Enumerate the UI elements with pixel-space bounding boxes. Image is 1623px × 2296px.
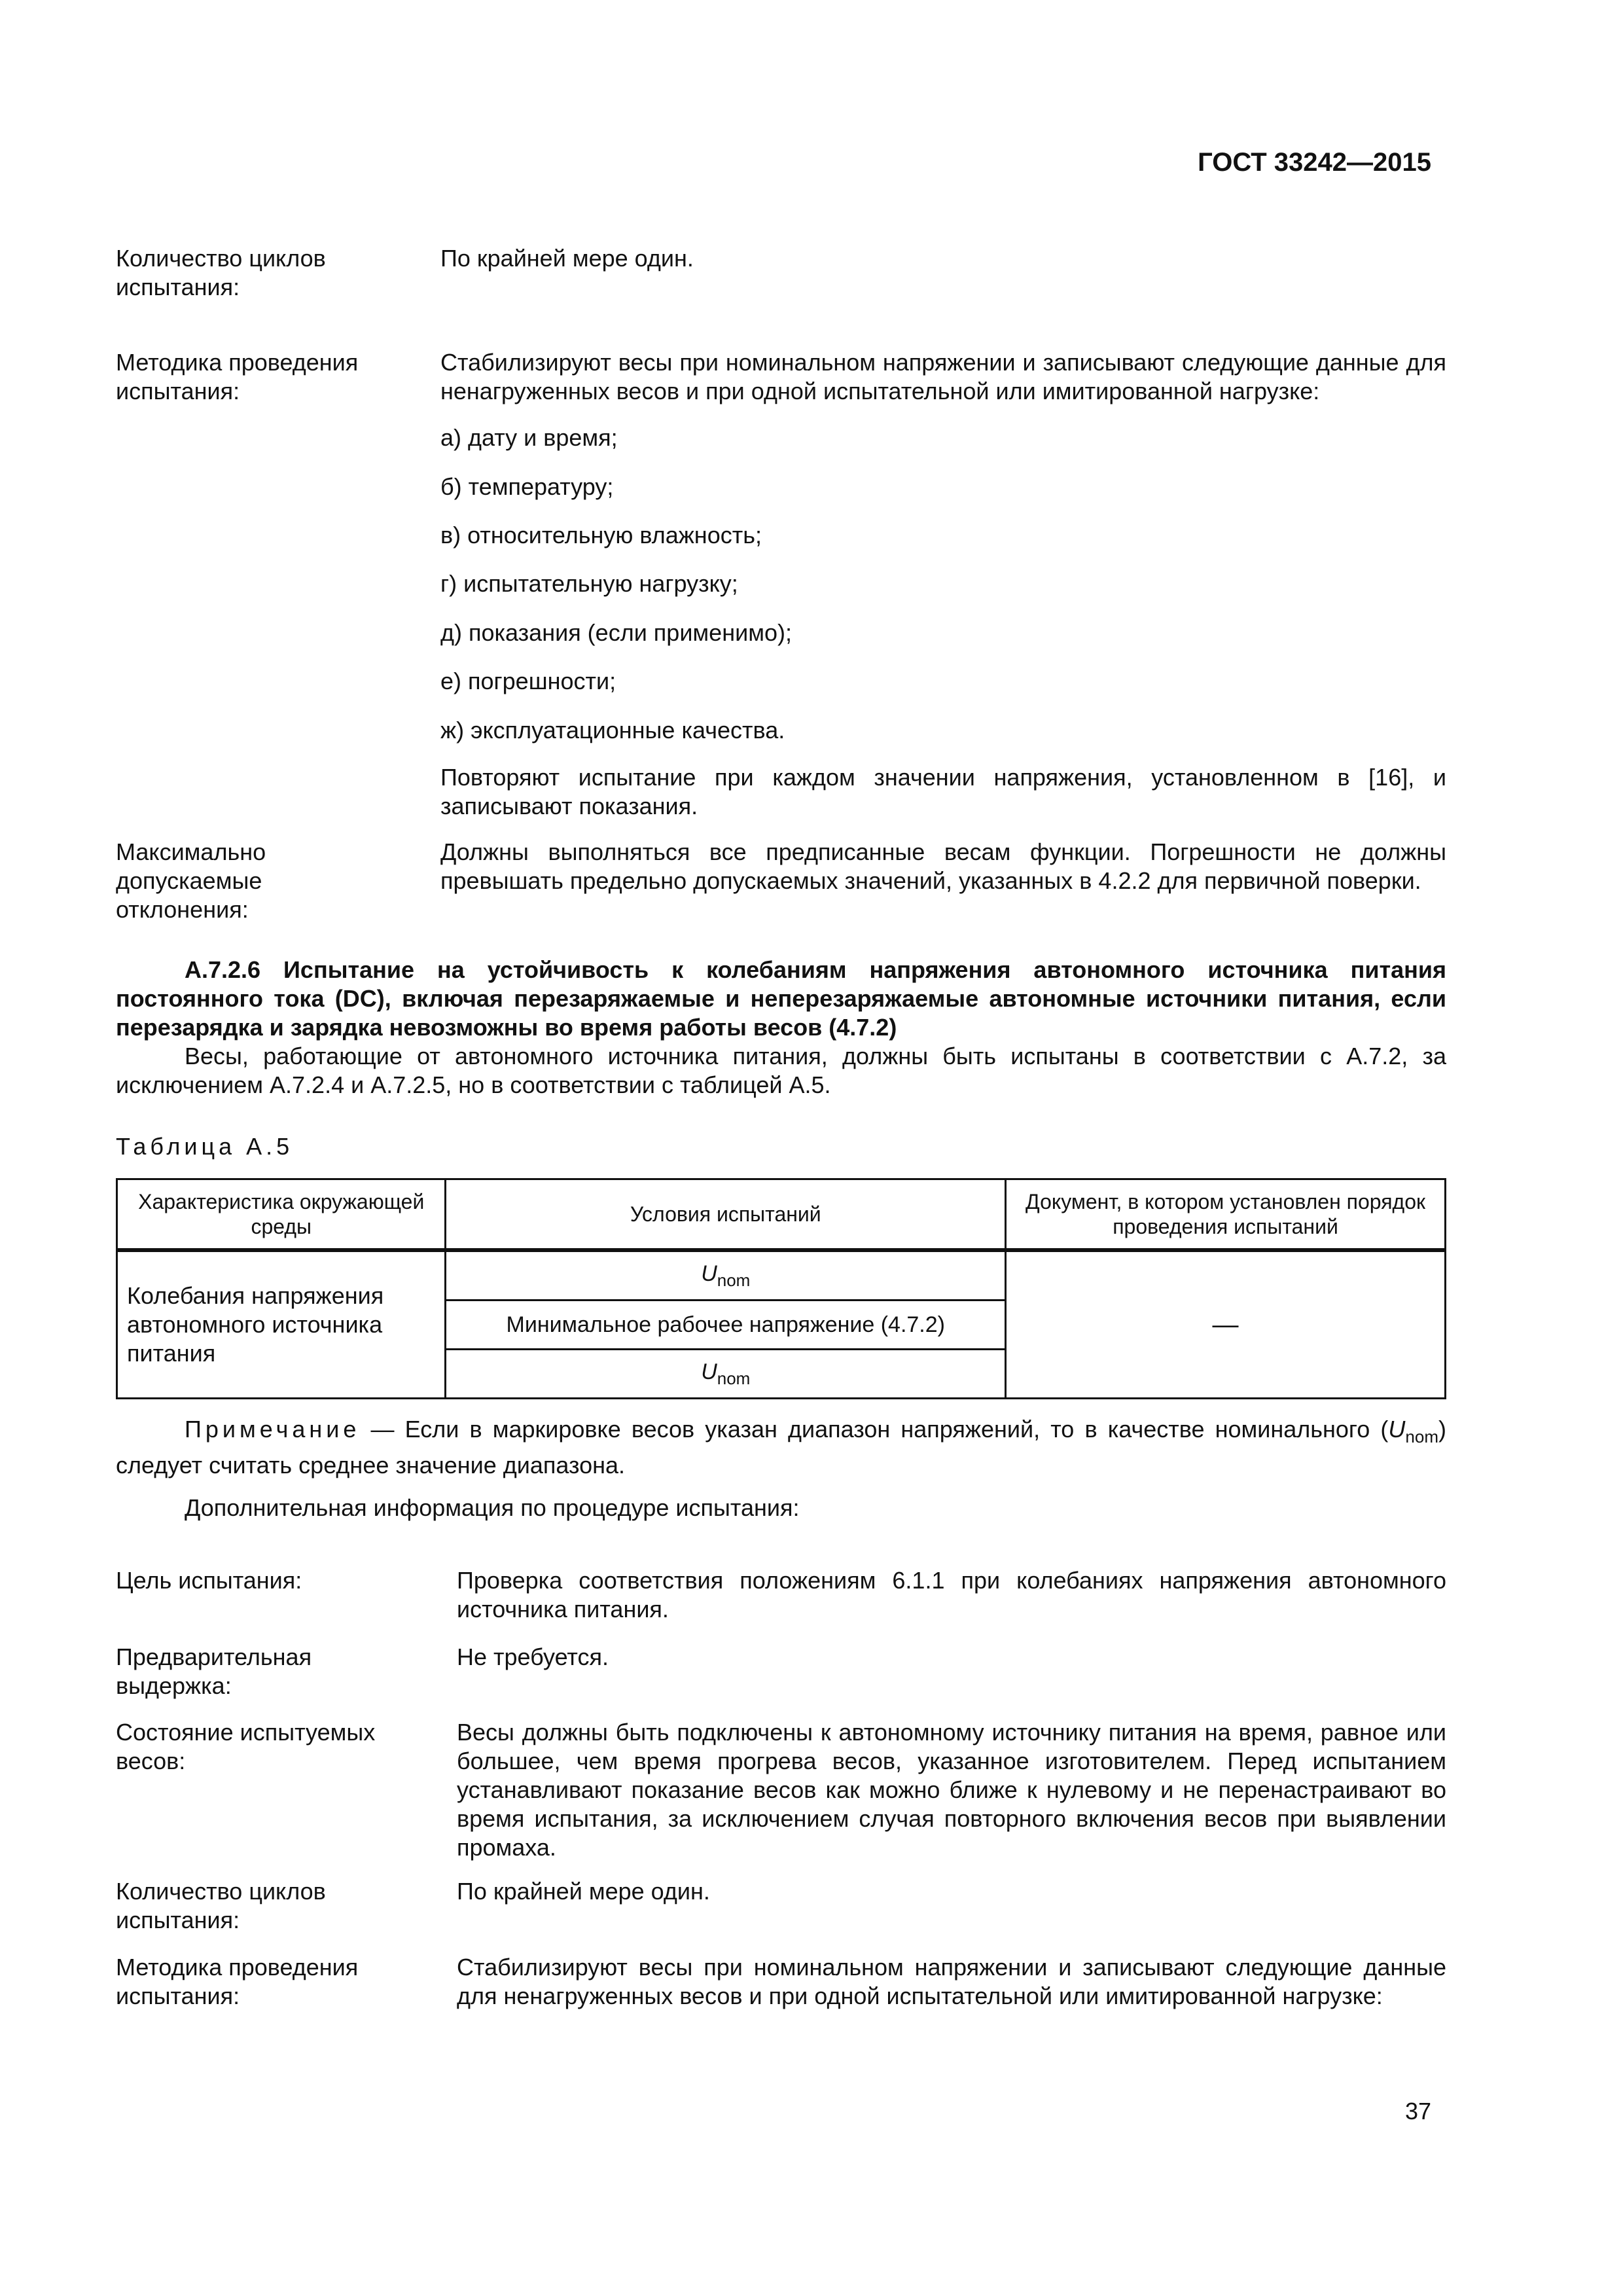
list-item: д) показания (если применимо); — [440, 619, 792, 646]
list-item: а) дату и время; — [440, 424, 618, 451]
list-item: г) испытательную нагрузку; — [440, 570, 738, 597]
additional-intro: Дополнительная информация по процедуре испытания: — [185, 1494, 800, 1521]
preconditioning-label: Предварительная выдержка: — [116, 1643, 312, 1699]
euc-condition-value: Весы должны быть подключены к автономному источнику питания на время, равное или большее, чем время прогрева весов, указанное изготовителем. Перед испытанием устанавливают показание весов как можно ближе к нулевому и не перенастраивают во время испытания, за исключением случая повторного включения весов при выявлении промаха. — [457, 1719, 1446, 1861]
note-label: Примечание — [185, 1416, 361, 1443]
table-cell-condition: Минимальное рабочее напряжение (4.7.2) — [446, 1300, 1006, 1350]
table-caption: Таблица А.5 — [116, 1133, 294, 1160]
cycles-label: Количество циклов испытания: — [116, 245, 326, 300]
list-item: е) погрешности; — [440, 668, 616, 694]
section-heading: А.7.2.6 Испытание на устойчивость к колебаниям напряжения автономного источника питания постоянного тока (DC), включая перезаряжаемые и неперезаряжаемые автономные источники питания, если перезарядка и зарядка невозможны во время работы весов (4.7.2) — [116, 956, 1446, 1041]
purpose-value: Проверка соответствия положениям 6.1.1 при колебаниях напряжения автономного источника питания. — [457, 1567, 1446, 1623]
note-text-before: — Если в маркировке весов указан диапазон напряжений, то в качестве номинального ( — [360, 1416, 1389, 1443]
method-label: Методика проведения испытания: — [116, 349, 359, 404]
page-number: 37 — [1404, 2098, 1431, 2125]
cycles-value-2: По крайней мере один. — [457, 1878, 710, 1905]
u-subscript: nom — [717, 1368, 751, 1388]
u-subscript: nom — [1405, 1427, 1438, 1447]
mpe-label: Максимально допускаемые отклонения: — [116, 838, 266, 923]
u-symbol: U — [1388, 1416, 1406, 1443]
list-item: в) относительную влажность; — [440, 522, 762, 548]
u-subscript: nom — [717, 1270, 751, 1290]
method-value-2: Стабилизируют весы при номинальном напряжении и записывают следующие данные для ненагруженных весов и при одной испытательной или имитированной нагрузке: — [457, 1954, 1446, 2009]
table-cell-condition — [446, 1350, 1006, 1399]
cycles-label-2: Количество циклов испытания: — [116, 1878, 326, 1933]
list-item: ж) эксплуатационные качества. — [440, 717, 785, 744]
section-body: Весы, работающие от автономного источника питания, должны быть испытаны в соответствии с А.7.2, за исключением А.7.2.4 и А.7.2.5, но в соответствии с таблицей А.5. — [116, 1043, 1446, 1098]
table-note — [116, 1415, 1446, 1480]
note-text-after: ) следует считать среднее значение диапазона. — [116, 1416, 1446, 1479]
table-cell-document: — — [1006, 1250, 1446, 1399]
table-header: Условия испытаний — [446, 1179, 1006, 1251]
table-a5 — [116, 1178, 1446, 1399]
method-label-2: Методика проведения испытания: — [116, 1954, 359, 2009]
u-symbol: U — [701, 1261, 717, 1286]
repeat-text: Повторяют испытание при каждом значении напряжения, установленном в [16], и записывают показания. — [440, 764, 1446, 819]
table-header: Характеристика окружающей среды — [117, 1179, 446, 1251]
method-intro: Стабилизируют весы при номинальном напряжении и записывают следующие данные для ненагруженных весов и при одной испытательной или имитированной нагрузке: — [440, 349, 1446, 404]
list-item: б) температуру; — [440, 473, 614, 500]
mpe-value: Должны выполняться все предписанные весам функции. Погрешности не должны превышать предельно допускаемых значений, указанных в 4.2.2 для первичной поверки. — [440, 838, 1446, 894]
document-header: ГОСТ 33242—2015 — [1198, 148, 1431, 177]
u-symbol: U — [701, 1359, 717, 1384]
cycles-value: По крайней мере один. — [440, 245, 694, 272]
preconditioning-value: Не требуется. — [457, 1643, 609, 1670]
euc-condition-label: Состояние испытуемых весов: — [116, 1719, 376, 1774]
table-header: Документ, в котором установлен порядок проведения испытаний — [1006, 1179, 1446, 1251]
purpose-label: Цель испытания: — [116, 1567, 302, 1594]
table-cell-characteristic: Колебания напряжения автономного источника питания — [117, 1250, 446, 1399]
table-cell-condition — [446, 1250, 1006, 1300]
